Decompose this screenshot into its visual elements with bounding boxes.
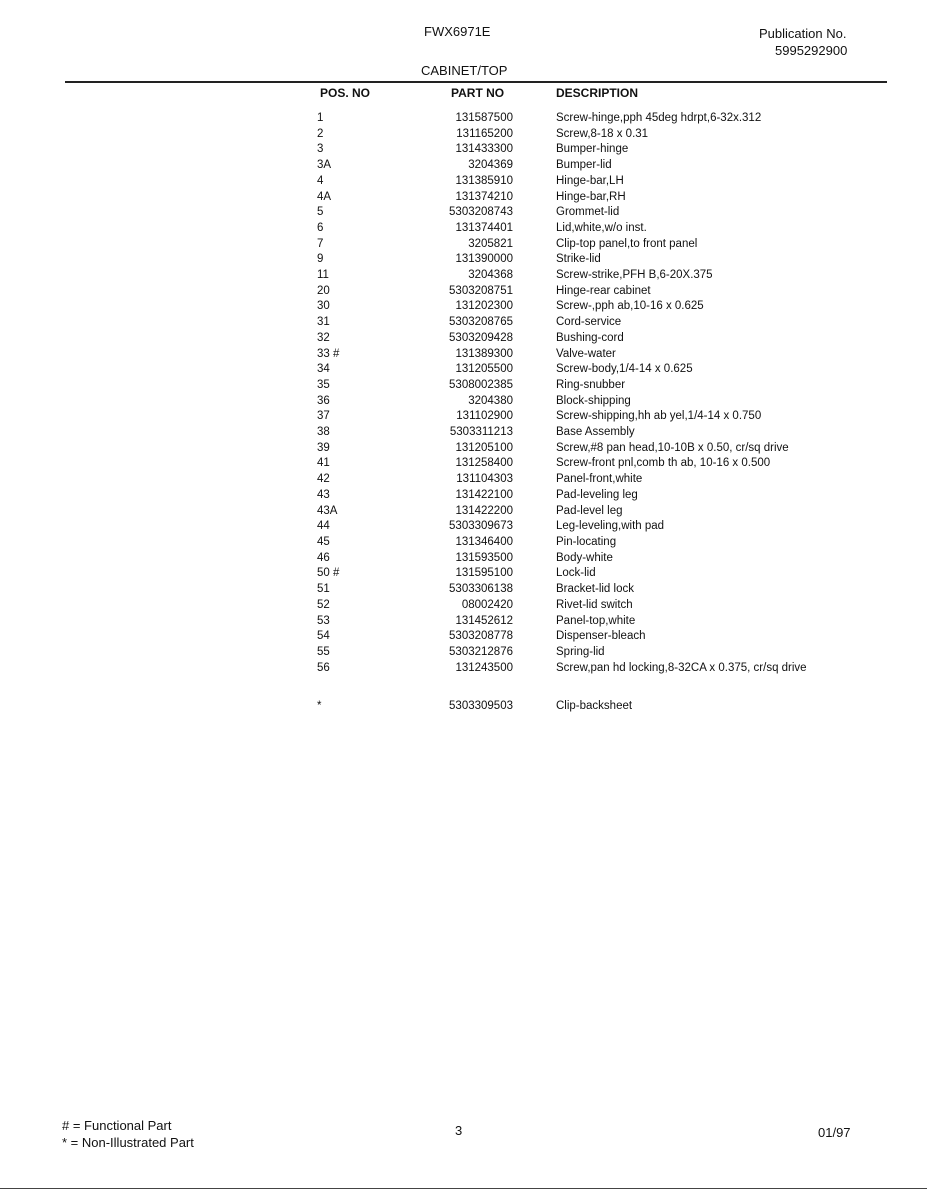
table-row xyxy=(317,425,837,441)
table-row xyxy=(317,284,837,300)
desc-cell: Dispenser-bleach xyxy=(556,630,646,643)
table-row xyxy=(317,566,837,582)
section-title: CABINET/TOP xyxy=(421,63,508,78)
part-cell: 3204368 xyxy=(468,269,513,282)
desc-cell: Panel-top,white xyxy=(556,614,636,627)
desc-cell: Screw-shipping,hh ab yel,1/4-14 x 0.750 xyxy=(556,410,762,423)
table-row xyxy=(317,158,837,174)
part-cell: 131385910 xyxy=(455,174,513,187)
table-row xyxy=(317,699,837,715)
pos-cell: * xyxy=(317,700,322,713)
desc-cell: Bumper-hinge xyxy=(556,143,629,156)
pos-cell: 35 xyxy=(317,378,330,391)
pos-cell: 3 xyxy=(317,143,324,156)
table-row xyxy=(317,582,837,598)
desc-cell: Pad-leveling leg xyxy=(556,488,638,501)
table-row xyxy=(317,519,837,535)
desc-cell: Grommet-lid xyxy=(556,206,620,219)
pos-cell: 9 xyxy=(317,253,324,266)
pos-cell: 38 xyxy=(317,426,330,439)
pos-cell: 3A xyxy=(317,159,332,172)
desc-cell: Screw,pan hd locking,8-32CA x 0.375, cr/sq drive xyxy=(556,661,807,674)
part-cell: 131374210 xyxy=(455,190,513,203)
pos-cell: 30 xyxy=(317,300,330,313)
part-cell: 131587500 xyxy=(455,112,513,124)
table-row xyxy=(317,441,837,457)
table-row xyxy=(317,629,837,645)
pos-cell: 41 xyxy=(317,457,330,470)
part-cell: 3205821 xyxy=(468,237,513,250)
pos-cell: 50 # xyxy=(317,567,340,580)
desc-cell: Screw-body,1/4-14 x 0.625 xyxy=(556,363,693,376)
part-cell: 5303309503 xyxy=(449,700,513,713)
table-row xyxy=(317,409,837,425)
pos-cell: 44 xyxy=(317,520,330,533)
part-cell: 131346400 xyxy=(455,535,513,548)
pos-cell: 51 xyxy=(317,583,330,596)
table-row xyxy=(317,614,837,630)
pos-cell: 1 xyxy=(317,112,324,124)
part-cell: 5303208778 xyxy=(449,630,513,643)
part-cell: 131165200 xyxy=(456,127,513,140)
pos-cell: 33 # xyxy=(317,347,340,360)
part-cell: 131452612 xyxy=(455,614,513,627)
part-cell: 131422200 xyxy=(455,504,513,517)
desc-cell: Lock-lid xyxy=(556,567,596,580)
pos-cell: 32 xyxy=(317,331,330,344)
table-row xyxy=(317,331,837,347)
footer-rule xyxy=(0,1188,927,1189)
footer-date: 01/97 xyxy=(818,1125,851,1140)
part-cell: 131205100 xyxy=(455,441,513,454)
part-cell: 08002420 xyxy=(461,598,513,611)
part-cell: 131205500 xyxy=(455,363,513,376)
table-row xyxy=(317,205,837,221)
col-part-header: PART NO xyxy=(451,86,505,100)
pos-cell: 2 xyxy=(317,127,324,140)
pos-cell: 5 xyxy=(317,206,324,219)
desc-cell: Block-shipping xyxy=(556,394,631,407)
pos-cell: 34 xyxy=(317,363,330,376)
pos-cell: 31 xyxy=(317,316,330,329)
part-cell: 5303208743 xyxy=(449,206,513,219)
desc-cell: Screw-hinge,pph 45deg hdrpt,6-32x.312 xyxy=(556,112,762,124)
pos-cell: 56 xyxy=(317,661,330,674)
part-cell: 5303208765 xyxy=(449,316,513,329)
table-row xyxy=(317,142,837,158)
pos-cell: 4 xyxy=(317,174,324,187)
legend-functional: # = Functional Part xyxy=(62,1118,172,1133)
desc-cell: Pad-level leg xyxy=(556,504,623,517)
part-cell: 5308002385 xyxy=(449,378,513,391)
table-row xyxy=(317,551,837,567)
table-row xyxy=(317,598,837,614)
desc-cell: Cord-service xyxy=(556,316,622,329)
pos-cell: 6 xyxy=(317,221,324,234)
parts-table xyxy=(317,111,837,715)
table-row xyxy=(317,268,837,284)
desc-cell: Screw-,pph ab,10-16 x 0.625 xyxy=(556,300,704,313)
table-row xyxy=(317,488,837,504)
desc-cell: Bushing-cord xyxy=(556,331,624,344)
part-cell: 3204380 xyxy=(468,394,513,407)
table-row xyxy=(317,252,837,268)
part-cell: 131433300 xyxy=(455,143,513,156)
part-cell: 131243500 xyxy=(455,661,513,674)
desc-cell: Body-white xyxy=(556,551,613,564)
desc-cell: Panel-front,white xyxy=(556,473,643,486)
desc-cell: Hinge-rear cabinet xyxy=(556,284,651,297)
part-cell: 131389300 xyxy=(455,347,513,360)
page-number: 3 xyxy=(455,1123,463,1138)
table-row xyxy=(317,174,837,190)
table-row xyxy=(317,299,837,315)
table-row xyxy=(317,645,837,661)
part-cell: 5303208751 xyxy=(449,284,513,297)
table-row xyxy=(317,456,837,472)
part-cell: 131374401 xyxy=(455,221,513,234)
pos-cell: 52 xyxy=(317,598,330,611)
desc-cell: Screw-strike,PFH B,6-20X.375 xyxy=(556,269,713,282)
desc-cell: Base Assembly xyxy=(556,426,635,439)
part-cell: 5303209428 xyxy=(449,331,513,344)
desc-cell: Pin-locating xyxy=(556,535,617,548)
pos-cell: 4A xyxy=(317,190,332,203)
part-cell: 3204369 xyxy=(468,159,513,172)
table-row xyxy=(317,661,837,677)
pos-cell: 43A xyxy=(317,504,338,517)
desc-cell: Screw,#8 pan head,10-10B x 0.50, cr/sq drive xyxy=(556,441,789,454)
pos-cell: 45 xyxy=(317,535,330,548)
publication-number: 5995292900 xyxy=(775,43,848,58)
table-row xyxy=(317,315,837,331)
desc-cell: Bracket-lid lock xyxy=(556,583,634,596)
publication-label: Publication No. xyxy=(759,26,847,41)
table-row xyxy=(317,111,837,127)
desc-cell: Clip-top panel,to front panel xyxy=(556,237,698,250)
pos-cell: 36 xyxy=(317,394,330,407)
table-row xyxy=(317,237,837,253)
table-row xyxy=(317,472,837,488)
desc-cell: Lid,white,w/o inst. xyxy=(556,221,647,234)
col-desc-header: DESCRIPTION xyxy=(556,86,639,100)
table-row xyxy=(317,221,837,237)
part-cell: 131104303 xyxy=(456,473,513,486)
pos-cell: 7 xyxy=(317,237,324,250)
desc-cell: Leg-leveling,with pad xyxy=(556,520,665,533)
part-cell: 131390000 xyxy=(455,253,513,266)
pos-cell: 55 xyxy=(317,645,330,658)
desc-cell: Hinge-bar,RH xyxy=(556,190,626,203)
pos-cell: 43 xyxy=(317,488,330,501)
legend-non-illustrated: * = Non-Illustrated Part xyxy=(62,1135,194,1150)
pos-cell: 20 xyxy=(317,284,330,297)
part-cell: 131595100 xyxy=(455,567,513,580)
desc-cell: Strike-lid xyxy=(556,253,601,266)
table-row xyxy=(317,378,837,394)
col-pos-header: POS. NO xyxy=(320,86,371,100)
part-cell: 5303311213 xyxy=(449,426,513,439)
table-row xyxy=(317,504,837,520)
pos-cell: 11 xyxy=(317,269,329,282)
table-row xyxy=(317,127,837,143)
desc-cell: Hinge-bar,LH xyxy=(556,174,624,187)
pos-cell: 54 xyxy=(317,630,330,643)
desc-cell: Spring-lid xyxy=(556,645,605,658)
desc-cell: Rivet-lid switch xyxy=(556,598,633,611)
desc-cell: Screw-front pnl,comb th ab, 10-16 x 0.500 xyxy=(556,457,771,470)
desc-cell: Ring-snubber xyxy=(556,378,626,391)
part-cell: 131102900 xyxy=(456,410,513,423)
desc-cell: Valve-water xyxy=(556,347,616,360)
pos-cell: 37 xyxy=(317,410,330,423)
pos-cell: 39 xyxy=(317,441,330,454)
part-cell: 131202300 xyxy=(455,300,513,313)
part-cell: 5303212876 xyxy=(449,645,513,658)
desc-cell: Clip-backsheet xyxy=(556,700,633,713)
pos-cell: 53 xyxy=(317,614,330,627)
pos-cell: 42 xyxy=(317,473,330,486)
table-row xyxy=(317,362,837,378)
desc-cell: Bumper-lid xyxy=(556,159,612,172)
model-number: FWX6971E xyxy=(424,24,491,39)
part-cell: 131422100 xyxy=(455,488,513,501)
part-cell: 5303306138 xyxy=(449,583,513,596)
part-cell: 131258400 xyxy=(455,457,513,470)
part-cell: 131593500 xyxy=(455,551,513,564)
pos-cell: 46 xyxy=(317,551,330,564)
table-row xyxy=(317,190,837,206)
part-cell: 5303309673 xyxy=(449,520,513,533)
table-row xyxy=(317,535,837,551)
desc-cell: Screw,8-18 x 0.31 xyxy=(556,127,649,140)
table-row xyxy=(317,347,837,363)
table-row xyxy=(317,394,837,410)
header-rule xyxy=(65,81,887,83)
